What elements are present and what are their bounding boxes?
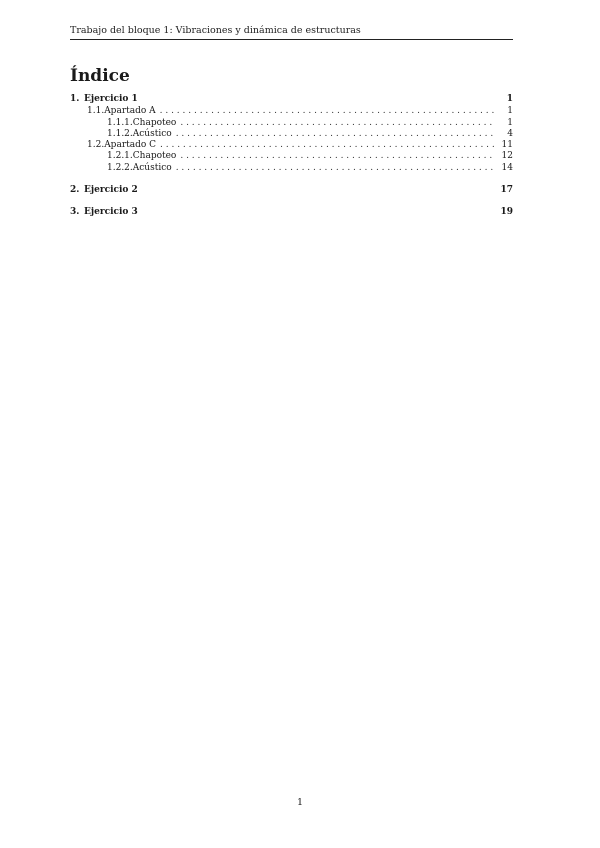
- page-number: 1: [296, 797, 304, 808]
- toc-entry-number: 1.2.1.: [107, 151, 133, 162]
- toc-entry-apartado-c[interactable]: [70, 140, 513, 151]
- toc-entry-chapoteo-a[interactable]: [70, 118, 513, 129]
- toc-entry-acustico-a[interactable]: [70, 129, 513, 140]
- toc-entry-page: 19: [500, 207, 513, 218]
- toc-entry-ejercicio-3[interactable]: [70, 207, 513, 218]
- toc-entry-page: 1: [507, 117, 513, 128]
- toc-entry-number: 1.1.2.: [107, 128, 133, 139]
- toc-entry-number: 1.1.: [87, 106, 105, 117]
- toc-entry-number: 1.: [70, 94, 80, 104]
- toc-entry-acustico-c[interactable]: [70, 163, 513, 174]
- toc-entry-number: 2.: [70, 185, 80, 196]
- toc-entry-label: Acústico: [132, 128, 172, 139]
- dot-leaders: [160, 106, 495, 117]
- toc-entry-number: 3.: [70, 207, 80, 218]
- toc-entry-number: 1.2.: [87, 140, 105, 151]
- toc-entry-label: Ejercicio 1: [84, 94, 138, 104]
- toc-entry-label: Chapoteo: [132, 117, 177, 128]
- toc-entry-chapoteo-c[interactable]: [70, 151, 513, 162]
- dot-leaders: [180, 118, 495, 129]
- toc-entry-label: Apartado A: [104, 106, 156, 117]
- toc-entry-page: 1: [506, 94, 513, 104]
- toc-entry-label: Apartado C: [104, 140, 157, 151]
- toc-entry-label: Ejercicio 2: [84, 185, 138, 196]
- toc-entry-apartado-a[interactable]: [70, 106, 513, 117]
- table-of-contents: [70, 94, 513, 220]
- toc-entry-ejercicio-2[interactable]: [70, 185, 513, 196]
- running-header: Trabajo del bloque 1: Vibraciones y dinámica de estructuras: [70, 25, 513, 40]
- toc-entry-page: 1: [507, 106, 513, 117]
- toc-entry-page: 4: [507, 128, 513, 139]
- toc-entry-page: 12: [501, 151, 513, 162]
- dot-leaders: [176, 163, 495, 174]
- dot-leaders: [180, 151, 495, 162]
- toc-entry-label: Chapoteo: [132, 151, 177, 162]
- toc-entry-page: 17: [500, 185, 513, 196]
- toc-entry-page: 14: [501, 162, 513, 173]
- toc-entry-number: 1.1.1.: [107, 117, 133, 128]
- toc-entry-label: Acústico: [132, 162, 172, 173]
- toc-title: Índice: [70, 66, 130, 86]
- toc-entry-label: Ejercicio 3: [84, 207, 138, 218]
- dot-leaders: [160, 140, 495, 151]
- toc-entry-number: 1.2.2.: [107, 162, 133, 173]
- toc-entry-ejercicio-1[interactable]: [70, 94, 513, 105]
- dot-leaders: [176, 129, 495, 140]
- toc-entry-page: 11: [501, 140, 513, 151]
